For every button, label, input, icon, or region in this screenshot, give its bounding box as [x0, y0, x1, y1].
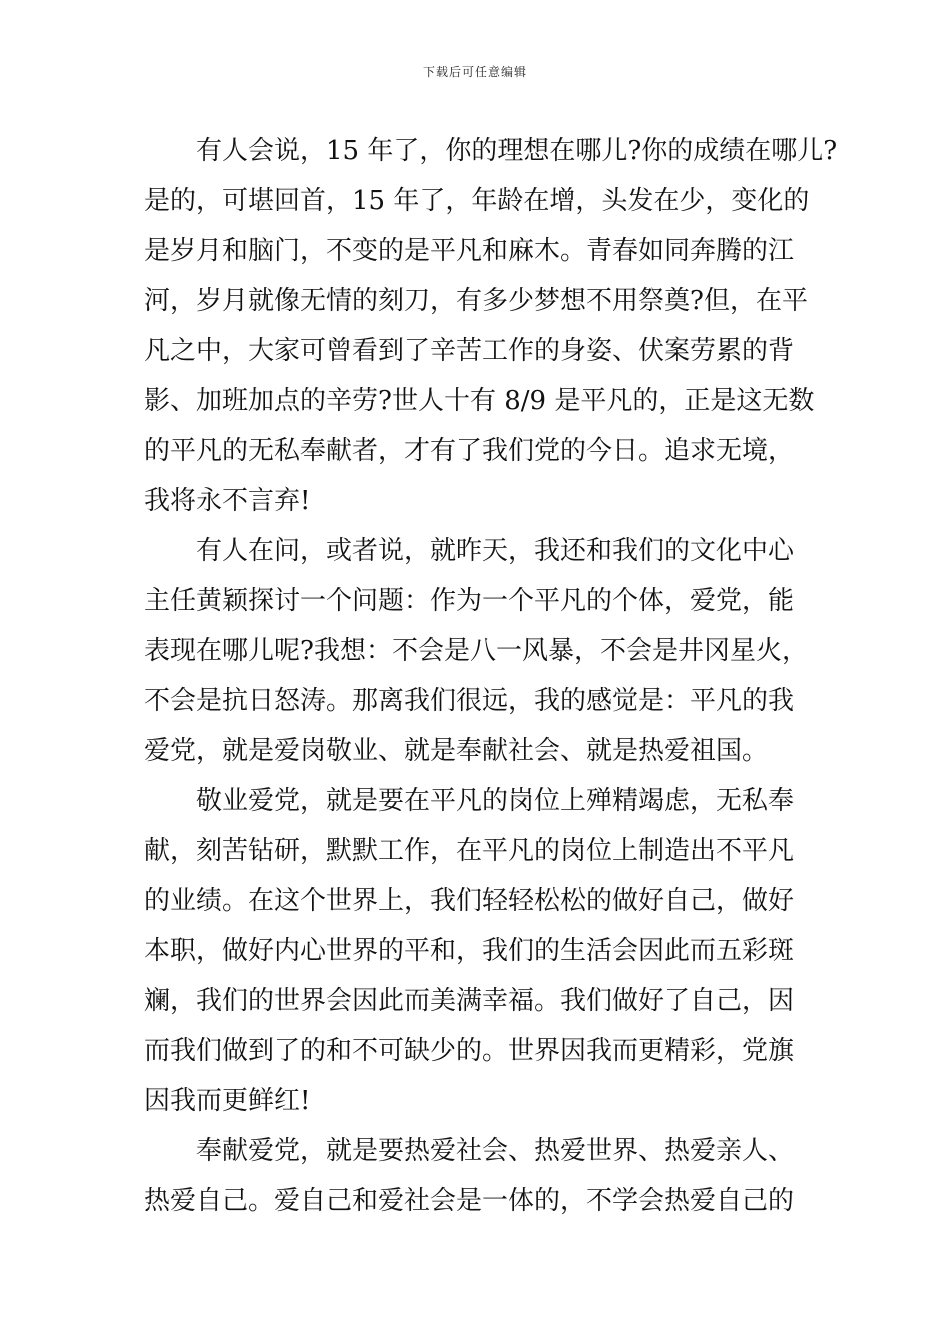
text-line: 影、加班加点的辛劳?世人十有 8/9 是平凡的，正是这无数: [144, 386, 815, 416]
text-line: 是岁月和脑门，不变的是平凡和麻木。青春如同奔腾的江: [144, 236, 795, 266]
paragraph-2: [144, 526, 808, 776]
paragraph-1: [144, 126, 838, 526]
text-line: 爱党，就是爱岗敬业、就是奉献社会、就是热爱祖国。: [144, 736, 769, 766]
text-line: 的平凡的无私奉献者，才有了我们党的今日。追求无境，: [144, 436, 795, 466]
text-line: 本职，做好内心世界的平和，我们的生活会因此而五彩斑: [144, 936, 795, 966]
text-line: 因我而更鲜红!: [144, 1086, 311, 1116]
text-line: 有人在问，或者说，就昨天，我还和我们的文化中心: [196, 536, 795, 566]
text-line: 的业绩。在这个世界上，我们轻轻松松的做好自己，做好: [144, 886, 795, 916]
document-body: [144, 126, 838, 1226]
text-line: 热爱自己。爱自己和爱社会是一体的，不学会热爱自己的: [144, 1186, 795, 1216]
text-line: 不会是抗日怒涛。那离我们很远，我的感觉是：平凡的我: [144, 686, 795, 716]
text-line: 我将永不言弃!: [144, 486, 311, 516]
text-line: 有人会说，15 年了，你的理想在哪儿?你的成绩在哪儿?: [196, 136, 838, 166]
text-line: 主任黄颖探讨一个问题：作为一个平凡的个体，爱党，能: [144, 586, 795, 616]
text-line: 献，刻苦钻研，默默工作，在平凡的岗位上制造出不平凡: [144, 836, 795, 866]
paragraph-3: [144, 776, 808, 1126]
page-header: 下载后可任意编辑: [422, 65, 527, 79]
text-line: 斓，我们的世界会因此而美满幸福。我们做好了自己，因: [144, 986, 795, 1016]
text-line: 而我们做到了的和不可缺少的。世界因我而更精彩，党旗: [144, 1036, 795, 1066]
text-line: 敬业爱党，就是要在平凡的岗位上殚精竭虑，无私奉: [196, 786, 795, 816]
paragraph-4: [144, 1126, 808, 1226]
text-line: 凡之中，大家可曾看到了辛苦工作的身姿、伏案劳累的背: [144, 336, 795, 366]
text-line: 是的，可堪回首，15 年了，年龄在增，头发在少，变化的: [144, 186, 810, 216]
text-line: 奉献爱党，就是要热爱社会、热爱世界、热爱亲人、: [196, 1136, 795, 1166]
text-line: 河，岁月就像无情的刻刀，有多少梦想不用祭奠?但，在平: [144, 286, 808, 316]
text-line: 表现在哪儿呢?我想：不会是八一风暴，不会是井冈星火，: [144, 636, 808, 666]
